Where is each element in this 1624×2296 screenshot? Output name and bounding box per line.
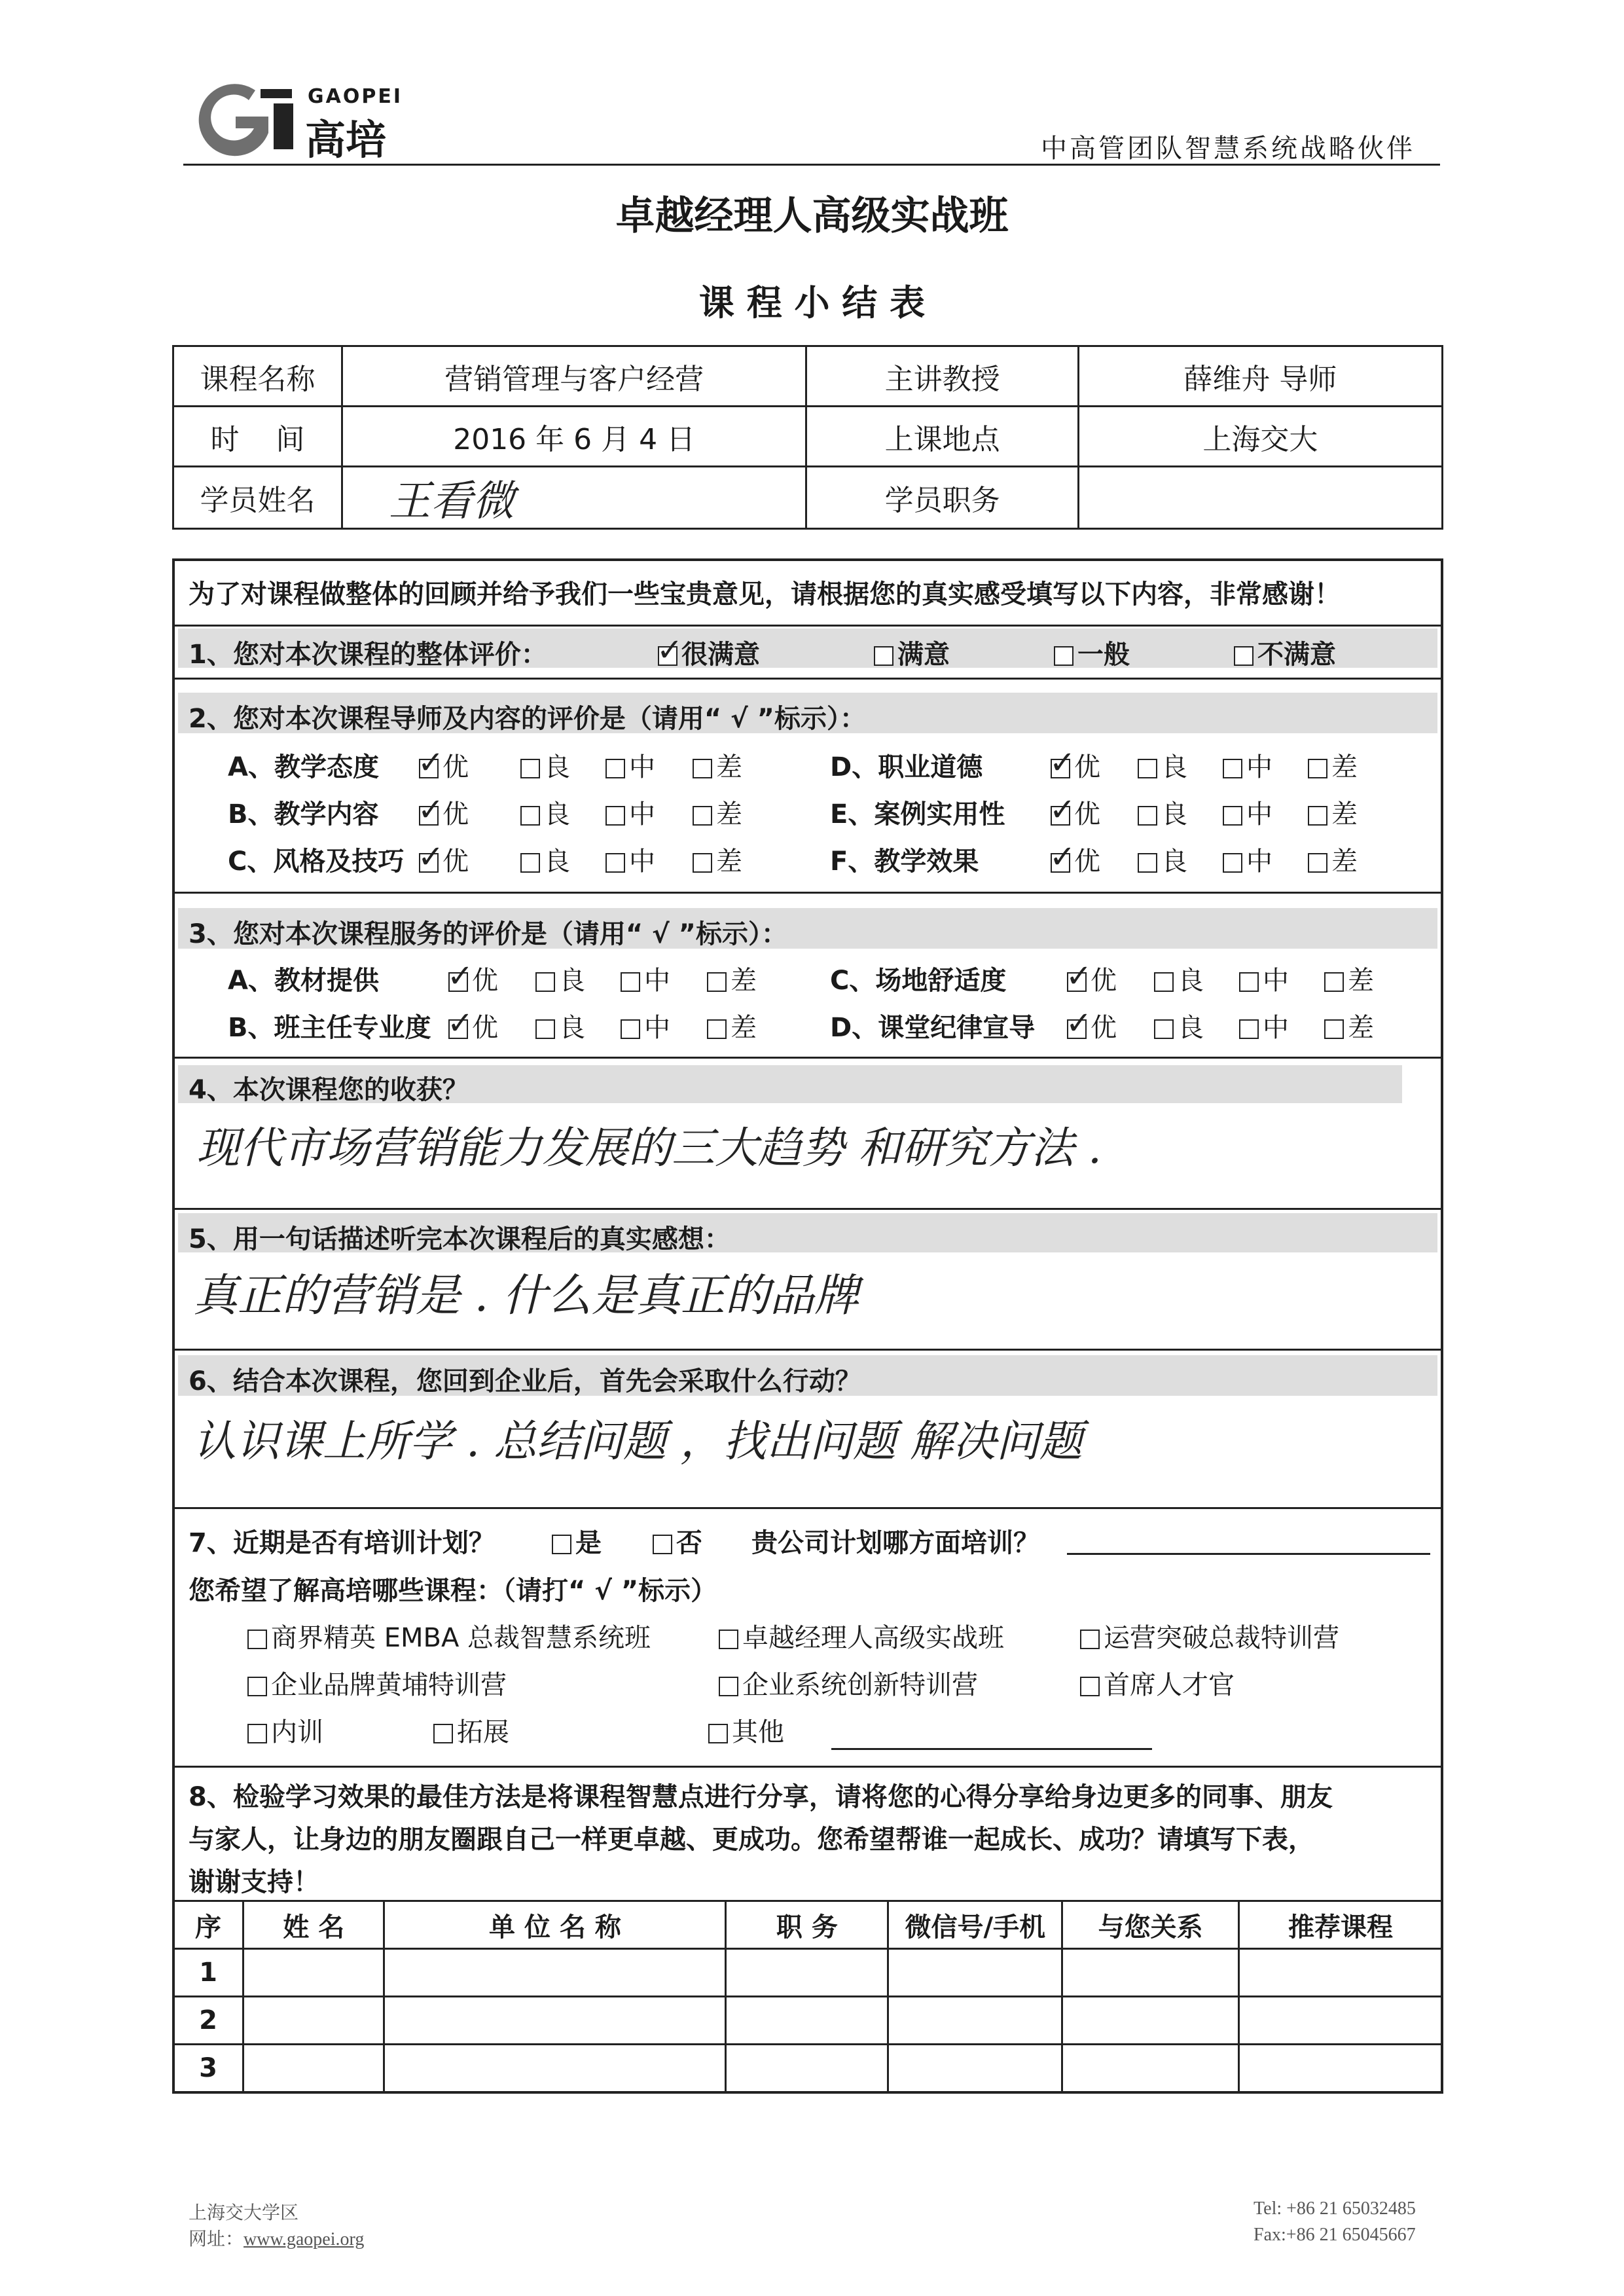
checkbox xyxy=(520,853,540,873)
checkbox xyxy=(1138,806,1157,826)
course-option[interactable] xyxy=(247,1617,651,1654)
course-option-label: 运营突破总裁特训营 xyxy=(1104,1623,1339,1653)
cell[interactable] xyxy=(244,1997,384,2045)
logo-text-cn: 高培 xyxy=(305,116,387,164)
row-index: 2 xyxy=(173,1997,244,2045)
q2-left-grade-option[interactable]: 中 xyxy=(605,793,655,831)
q2-right-grade-option[interactable]: 差 xyxy=(1308,841,1358,878)
course-option[interactable] xyxy=(433,1711,509,1749)
slogan: 中高管团队智慧系统战略伙伴 xyxy=(1041,134,1415,164)
checkbox xyxy=(1080,1677,1100,1696)
table-row xyxy=(173,2045,1443,2092)
q8-text-line3: 谢谢支持！ xyxy=(189,1867,319,1897)
cell[interactable] xyxy=(244,1949,384,1997)
check-mark-icon: ✓ xyxy=(1049,792,1076,828)
checkbox xyxy=(520,806,540,826)
q3-left-grade-option[interactable]: 中 xyxy=(621,960,670,997)
survey-intro: 为了对课程做整体的回顾并给予我们一些宝贵意见，请根据您的真实感受填写以下内容，非常感谢！ xyxy=(189,579,1341,610)
position-label: 学员职务 xyxy=(806,467,1078,529)
q3-right-grade-option[interactable]: 差 xyxy=(1324,960,1374,997)
cell[interactable] xyxy=(1062,1949,1239,1997)
q8-text-line2: 与家人，让身边的朋友圈跟自己一样更卓越、更成功。您希望帮谁一起成长、成功？请填写下表， xyxy=(189,1825,1314,1855)
col-name: 姓 名 xyxy=(244,1901,384,1949)
checkbox xyxy=(1239,972,1259,992)
table-row xyxy=(173,1997,1443,2045)
cell[interactable] xyxy=(888,1997,1062,2045)
site-link[interactable]: www.gaopei.org xyxy=(244,2229,365,2250)
checkbox xyxy=(1223,853,1242,873)
row-index: 1 xyxy=(173,1949,244,1997)
q3-left-grade-option[interactable]: 中 xyxy=(621,1007,670,1044)
checkbox xyxy=(719,1677,738,1696)
q2-left-grade-option[interactable]: 差 xyxy=(693,793,742,831)
professor-label: 主讲教授 xyxy=(806,346,1078,407)
checkbox xyxy=(1239,1019,1259,1039)
position-value[interactable] xyxy=(1078,467,1442,529)
q7-other-line[interactable] xyxy=(831,1748,1152,1750)
course-option-label: 企业品牌黄埔特训营 xyxy=(271,1670,507,1700)
q3-left-item-label: B、班主任专业度 xyxy=(228,1013,431,1043)
checkbox xyxy=(657,632,683,668)
checkbox xyxy=(520,759,540,778)
q2-right-grade-option[interactable]: 良 xyxy=(1138,841,1187,878)
q3-left-grade-option[interactable]: 差 xyxy=(707,1007,757,1044)
q3-left-grade-option[interactable]: 差 xyxy=(707,960,757,997)
checkbox xyxy=(605,806,625,826)
q6-label: 6、结合本次课程，您回到企业后，首先会采取什么行动？ xyxy=(189,1366,861,1396)
checkbox xyxy=(433,1724,453,1743)
q3-right-grade-option[interactable]: 差 xyxy=(1324,1007,1374,1044)
checkbox xyxy=(1080,1630,1100,1649)
q2-left-item-label: A、教学态度 xyxy=(228,752,379,782)
col-contact: 微信号/手机 xyxy=(888,1901,1062,1949)
checkbox xyxy=(653,1535,672,1554)
q3-left-item-label: A、教材提供 xyxy=(228,966,379,996)
logo xyxy=(183,77,406,162)
q5-label: 5、用一句话描述听完本次课程后的真实感想： xyxy=(189,1224,731,1254)
q2-right-grade-option[interactable]: 差 xyxy=(1308,746,1358,784)
student-name-handwriting: 王看微 xyxy=(388,477,514,526)
course-option-label: 首席人才官 xyxy=(1104,1670,1235,1700)
course-option-label: 商界精英 EMBA 总裁智慧系统班 xyxy=(271,1623,651,1653)
q3-left-grade-option[interactable]: ✓ 优 xyxy=(447,958,498,996)
checkbox xyxy=(1154,972,1174,992)
col-relation: 与您关系 xyxy=(1062,1901,1239,1949)
q7-option-yes[interactable]: 是 xyxy=(552,1522,602,1559)
q2-right-grade-option[interactable]: ✓ 优 xyxy=(1049,839,1100,877)
checkbox xyxy=(605,759,625,778)
cell[interactable] xyxy=(1238,2045,1442,2092)
checkbox xyxy=(1308,853,1327,873)
student-value[interactable] xyxy=(342,467,806,529)
survey-frame xyxy=(172,558,1443,2094)
checkbox xyxy=(535,972,555,992)
course-option-label: 内训 xyxy=(271,1717,323,1747)
cell[interactable] xyxy=(726,1949,888,1997)
q3-right-item-label: D、课堂纪律宣导 xyxy=(830,1013,1036,1043)
course-option[interactable] xyxy=(247,1664,507,1702)
cell[interactable] xyxy=(1238,1997,1442,2045)
checkbox xyxy=(693,853,712,873)
col-company: 单 位 名 称 xyxy=(384,1901,726,1949)
course-option[interactable] xyxy=(1080,1617,1339,1654)
q2-right-grade-option[interactable]: 良 xyxy=(1138,746,1187,784)
checkbox xyxy=(605,853,625,873)
page-title: 卓越经理人高级实战班 xyxy=(615,193,1009,239)
footer-address: 上海交大学区 xyxy=(189,2203,299,2223)
q1-option-average[interactable]: 一般 xyxy=(1054,634,1130,671)
check-mark-icon: ✓ xyxy=(1049,839,1076,875)
checkbox xyxy=(418,792,444,828)
cell[interactable] xyxy=(888,1949,1062,1997)
checkbox xyxy=(1324,1019,1344,1039)
q2-left-grade-option[interactable]: 良 xyxy=(520,841,570,878)
q7-course-question: 您希望了解高培哪些课程：（请打“ √ ”标示） xyxy=(189,1576,717,1606)
checkbox xyxy=(707,1019,727,1039)
q6-answer[interactable]: 认识课上所学 . 总结问题 ，找出问题 解决问题 xyxy=(193,1416,1083,1467)
table-row xyxy=(173,1949,1443,1997)
course-option[interactable] xyxy=(708,1711,784,1749)
page-subtitle: 课 程 小 结 表 xyxy=(698,282,926,323)
checkbox xyxy=(447,958,474,994)
q2-right-grade-option[interactable]: ✓ 优 xyxy=(1049,792,1100,829)
checkbox xyxy=(1154,1019,1174,1039)
q2-right-item-label: F、教学效果 xyxy=(830,847,979,877)
q1-option-very-satisfied[interactable]: ✓ 很满意 xyxy=(657,632,760,670)
cell[interactable] xyxy=(244,2045,384,2092)
cell[interactable] xyxy=(1062,2045,1239,2092)
checkbox xyxy=(418,839,444,875)
cell[interactable] xyxy=(1062,1997,1239,2045)
checkbox xyxy=(1066,1005,1092,1042)
checkbox xyxy=(447,1005,474,1042)
checkbox xyxy=(621,1019,640,1039)
checkbox xyxy=(1054,646,1074,666)
logo-text-en: GAOPEI xyxy=(308,85,403,108)
course-label: 课程名称 xyxy=(173,346,342,407)
checkbox xyxy=(1308,806,1327,826)
referral-table xyxy=(172,1900,1443,2093)
checkbox xyxy=(247,1630,267,1649)
checkbox xyxy=(1049,839,1076,875)
q2-right-grade-option[interactable]: 中 xyxy=(1223,793,1272,831)
check-mark-icon: ✓ xyxy=(418,744,444,781)
checkbox xyxy=(719,1630,738,1649)
site-label: 网址： xyxy=(189,2229,244,2250)
cell[interactable] xyxy=(384,1949,726,1997)
checkbox xyxy=(707,972,727,992)
footer-fax: Fax:+86 21 65045667 xyxy=(1254,2225,1416,2245)
row-index: 3 xyxy=(173,2045,244,2092)
q3-right-grade-option[interactable]: ✓ 优 xyxy=(1066,958,1117,996)
q2-right-grade-option[interactable]: 中 xyxy=(1223,746,1272,784)
col-index: 序 xyxy=(173,1901,244,1949)
q4-label: 4、本次课程您的收获？ xyxy=(189,1075,469,1105)
checkbox xyxy=(1223,806,1242,826)
q7-plan-answer-line[interactable] xyxy=(1067,1553,1430,1555)
cell[interactable] xyxy=(726,2045,888,2092)
referral-header-row xyxy=(173,1901,1443,1949)
q2-right-grade-option[interactable]: 中 xyxy=(1223,841,1272,878)
footer-tel: Tel: +86 21 65032485 xyxy=(1254,2198,1416,2219)
col-position: 职 务 xyxy=(726,1901,888,1949)
q3-right-grade-option[interactable]: 中 xyxy=(1239,960,1289,997)
q2-left-grade-option[interactable]: ✓ 优 xyxy=(418,839,469,877)
q2-right-item-label: E、案例实用性 xyxy=(830,799,1005,829)
q7-label: 7、近期是否有培训计划？ xyxy=(189,1528,495,1558)
checkbox xyxy=(1066,958,1092,994)
cell[interactable] xyxy=(1238,1949,1442,1997)
q8-text-line1: 8、检验学习效果的最佳方法是将课程智慧点进行分享，请将您的心得分享给身边更多的同事、朋友 xyxy=(189,1782,1333,1812)
q4-answer[interactable]: 现代市场营销能力发展的三大趋势 和研究方法 . xyxy=(196,1123,1102,1173)
checkbox xyxy=(621,972,640,992)
footer-site xyxy=(189,2225,364,2251)
q2-left-grade-option[interactable]: 中 xyxy=(605,746,655,784)
checkbox xyxy=(874,646,893,666)
q3-left-grade-option[interactable]: ✓ 优 xyxy=(447,1005,498,1043)
q5-answer[interactable]: 真正的营销是 . 什么是真正的品牌 xyxy=(193,1270,859,1322)
col-course: 推荐课程 xyxy=(1238,1901,1442,1949)
q7-option-no[interactable]: 否 xyxy=(653,1522,702,1559)
checkbox xyxy=(1234,646,1254,666)
checkbox xyxy=(1138,759,1157,778)
check-mark-icon: ✓ xyxy=(1066,958,1092,994)
gaopei-logo-icon xyxy=(183,77,301,162)
q2-left-grade-option[interactable]: 良 xyxy=(520,793,570,831)
q2-left-grade-option[interactable]: 中 xyxy=(605,841,655,878)
checkbox xyxy=(552,1535,571,1554)
professor-value: 薛维舟 导师 xyxy=(1078,346,1442,407)
q2-left-grade-option[interactable]: 差 xyxy=(693,746,742,784)
check-mark-icon: ✓ xyxy=(1066,1005,1092,1042)
check-mark-icon: ✓ xyxy=(418,839,444,875)
checkbox xyxy=(693,806,712,826)
check-mark-icon: ✓ xyxy=(418,792,444,828)
course-option[interactable] xyxy=(719,1617,1004,1654)
checkbox xyxy=(1049,792,1076,828)
q1-option-satisfied[interactable]: 满意 xyxy=(874,634,950,671)
checkbox xyxy=(1223,759,1242,778)
checkbox xyxy=(535,1019,555,1039)
q2-left-grade-option[interactable]: 良 xyxy=(520,746,570,784)
checkbox xyxy=(247,1724,267,1743)
time-label: 时 间 xyxy=(173,407,342,467)
checkbox xyxy=(1138,853,1157,873)
q3-right-grade-option[interactable]: 良 xyxy=(1154,960,1204,997)
q2-left-grade-option[interactable]: ✓ 优 xyxy=(418,744,469,782)
time-value: 2016 年 6 月 4 日 xyxy=(342,407,806,467)
checkbox xyxy=(693,759,712,778)
q3-right-item-label: C、场地舒适度 xyxy=(830,966,1007,996)
q7-plan-question: 贵公司计划哪方面培训？ xyxy=(751,1528,1039,1558)
q2-left-grade-option[interactable]: ✓ 优 xyxy=(418,792,469,829)
course-option-label: 卓越经理人高级实战班 xyxy=(742,1623,1004,1653)
course-value: 营销管理与客户经营 xyxy=(342,346,806,407)
checkbox xyxy=(1308,759,1327,778)
check-mark-icon: ✓ xyxy=(1049,744,1076,781)
check-mark-icon: ✓ xyxy=(447,1005,474,1042)
cell[interactable] xyxy=(384,1997,726,2045)
place-label: 上课地点 xyxy=(806,407,1078,467)
q3-right-grade-option[interactable]: ✓ 优 xyxy=(1066,1005,1117,1043)
course-option-label: 拓展 xyxy=(457,1717,509,1747)
q3-label: 3、您对本次课程服务的评价是（请用“ √ ”标示）： xyxy=(189,919,787,949)
course-info-table xyxy=(172,345,1443,530)
q2-right-grade-option[interactable]: ✓ 优 xyxy=(1049,744,1100,782)
cell[interactable] xyxy=(384,2045,726,2092)
check-mark-icon: ✓ xyxy=(447,958,474,994)
checkbox xyxy=(708,1724,728,1743)
course-option[interactable] xyxy=(719,1664,978,1702)
course-option-label: 其他 xyxy=(732,1717,784,1747)
course-option[interactable] xyxy=(1080,1664,1235,1702)
q2-left-item-label: B、教学内容 xyxy=(228,799,379,829)
q3-left-grade-option[interactable]: 良 xyxy=(535,960,585,997)
header-rule xyxy=(183,164,1440,166)
q2-right-grade-option[interactable]: 良 xyxy=(1138,793,1187,831)
q3-right-grade-option[interactable]: 良 xyxy=(1154,1007,1204,1044)
checkbox xyxy=(418,744,444,781)
cell[interactable] xyxy=(888,2045,1062,2092)
checkbox xyxy=(1324,972,1344,992)
check-mark-icon: ✓ xyxy=(657,632,683,668)
checkbox xyxy=(1049,744,1076,781)
q2-label: 2、您对本次课程导师及内容的评价是（请用“ √ ”标示）： xyxy=(189,704,866,734)
checkbox xyxy=(247,1677,267,1696)
student-label: 学员姓名 xyxy=(173,467,342,529)
q2-right-grade-option[interactable]: 差 xyxy=(1308,793,1358,831)
q3-left-grade-option[interactable]: 良 xyxy=(535,1007,585,1044)
q2-left-grade-option[interactable]: 差 xyxy=(693,841,742,878)
q1-option-unsatisfied[interactable]: 不满意 xyxy=(1234,634,1336,671)
q2-right-item-label: D、职业道德 xyxy=(830,752,983,782)
cell[interactable] xyxy=(726,1997,888,2045)
place-value: 上海交大 xyxy=(1078,407,1442,467)
q2-left-item-label: C、风格及技巧 xyxy=(228,847,405,877)
q3-right-grade-option[interactable]: 中 xyxy=(1239,1007,1289,1044)
course-option[interactable] xyxy=(247,1711,323,1749)
q1-label: 1、您对本次课程的整体评价： xyxy=(189,640,547,670)
course-option-label: 企业系统创新特训营 xyxy=(742,1670,978,1700)
